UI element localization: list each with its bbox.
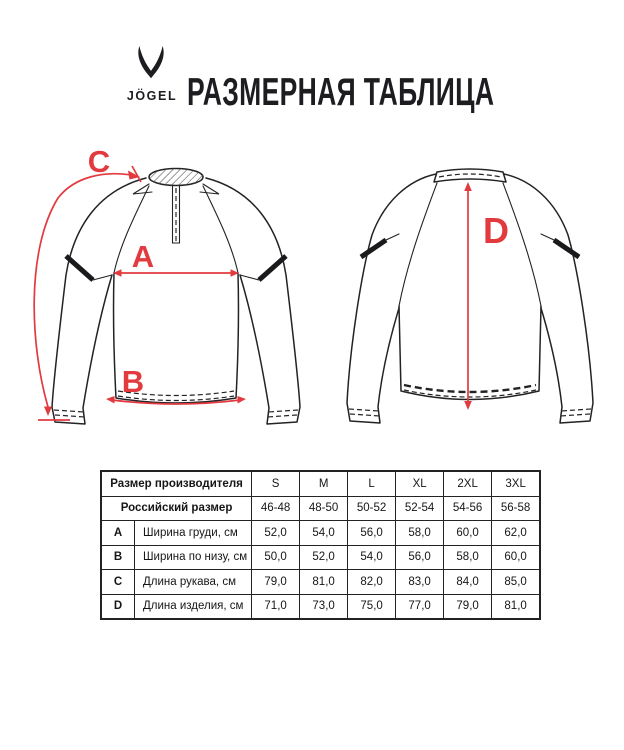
- measure-value: 52,0: [300, 545, 348, 570]
- measure-value: 60,0: [444, 521, 492, 546]
- measure-value: 62,0: [492, 521, 541, 546]
- table-row-measure-c: [101, 570, 540, 595]
- garment-measurement-diagram: [0, 130, 624, 460]
- measure-value: 84,0: [444, 570, 492, 595]
- measure-label-b: B: [121, 364, 145, 399]
- measure-value: 85,0: [492, 570, 541, 595]
- measure-value: 82,0: [348, 570, 396, 595]
- measure-value: 75,0: [348, 594, 396, 619]
- table-row-measure-b: [101, 545, 540, 570]
- measure-label-a: A: [131, 239, 155, 274]
- table-row-measure-d: [101, 594, 540, 619]
- measure-letter: D: [101, 594, 135, 619]
- measure-value: 79,0: [252, 570, 300, 595]
- measure-value: 58,0: [444, 545, 492, 570]
- measure-value: 73,0: [300, 594, 348, 619]
- russian-size-value: 48-50: [300, 496, 348, 521]
- table-row-measure-a: [101, 521, 540, 546]
- measure-value: 58,0: [396, 521, 444, 546]
- russian-size-value: 50-52: [348, 496, 396, 521]
- measure-letter: B: [101, 545, 135, 570]
- measure-name: Длина изделия, см: [135, 594, 252, 619]
- table-row-russian-size: [101, 496, 540, 521]
- size-col-header: M: [300, 471, 348, 496]
- measure-value: 52,0: [252, 521, 300, 546]
- table-row-producer-size: [101, 471, 540, 496]
- front-view-drawing: [52, 169, 300, 425]
- size-col-header: 2XL: [444, 471, 492, 496]
- measure-value: 50,0: [252, 545, 300, 570]
- size-table: [100, 470, 541, 620]
- measure-value: 71,0: [252, 594, 300, 619]
- measure-value: 81,0: [300, 570, 348, 595]
- jogel-wordmark: JÖGEL: [126, 89, 178, 103]
- measure-name: Ширина груди, см: [135, 521, 252, 546]
- measure-letter: A: [101, 521, 135, 546]
- size-col-header: 3XL: [492, 471, 541, 496]
- back-view-drawing: [347, 169, 593, 423]
- measure-value: 77,0: [396, 594, 444, 619]
- russian-size-value: 56-58: [492, 496, 541, 521]
- measure-name: Ширина по низу, см: [135, 545, 252, 570]
- measure-value: 56,0: [396, 545, 444, 570]
- size-col-header: XL: [396, 471, 444, 496]
- measure-name: Длина рукава, см: [135, 570, 252, 595]
- measure-value: 54,0: [348, 545, 396, 570]
- measure-value: 83,0: [396, 570, 444, 595]
- measure-arrow-d: [464, 182, 472, 410]
- measure-value: 54,0: [300, 521, 348, 546]
- measure-value: 81,0: [492, 594, 541, 619]
- russian-size-value: 46-48: [252, 496, 300, 521]
- russian-size-value: 52-54: [396, 496, 444, 521]
- measure-value: 60,0: [492, 545, 541, 570]
- russian-size-label: Российский размер: [101, 496, 252, 521]
- measure-value: 56,0: [348, 521, 396, 546]
- jogel-logo-icon: [133, 45, 169, 83]
- producer-size-label: Размер производителя: [101, 471, 252, 496]
- page-title: РАЗМЕРНАЯ ТАБЛИЦА: [187, 71, 495, 115]
- russian-size-value: 54-56: [444, 496, 492, 521]
- size-col-header: S: [252, 471, 300, 496]
- size-col-header: L: [348, 471, 396, 496]
- measure-value: 79,0: [444, 594, 492, 619]
- measure-letter: C: [101, 570, 135, 595]
- measure-label-c: C: [87, 144, 111, 179]
- measure-label-d: D: [483, 210, 509, 251]
